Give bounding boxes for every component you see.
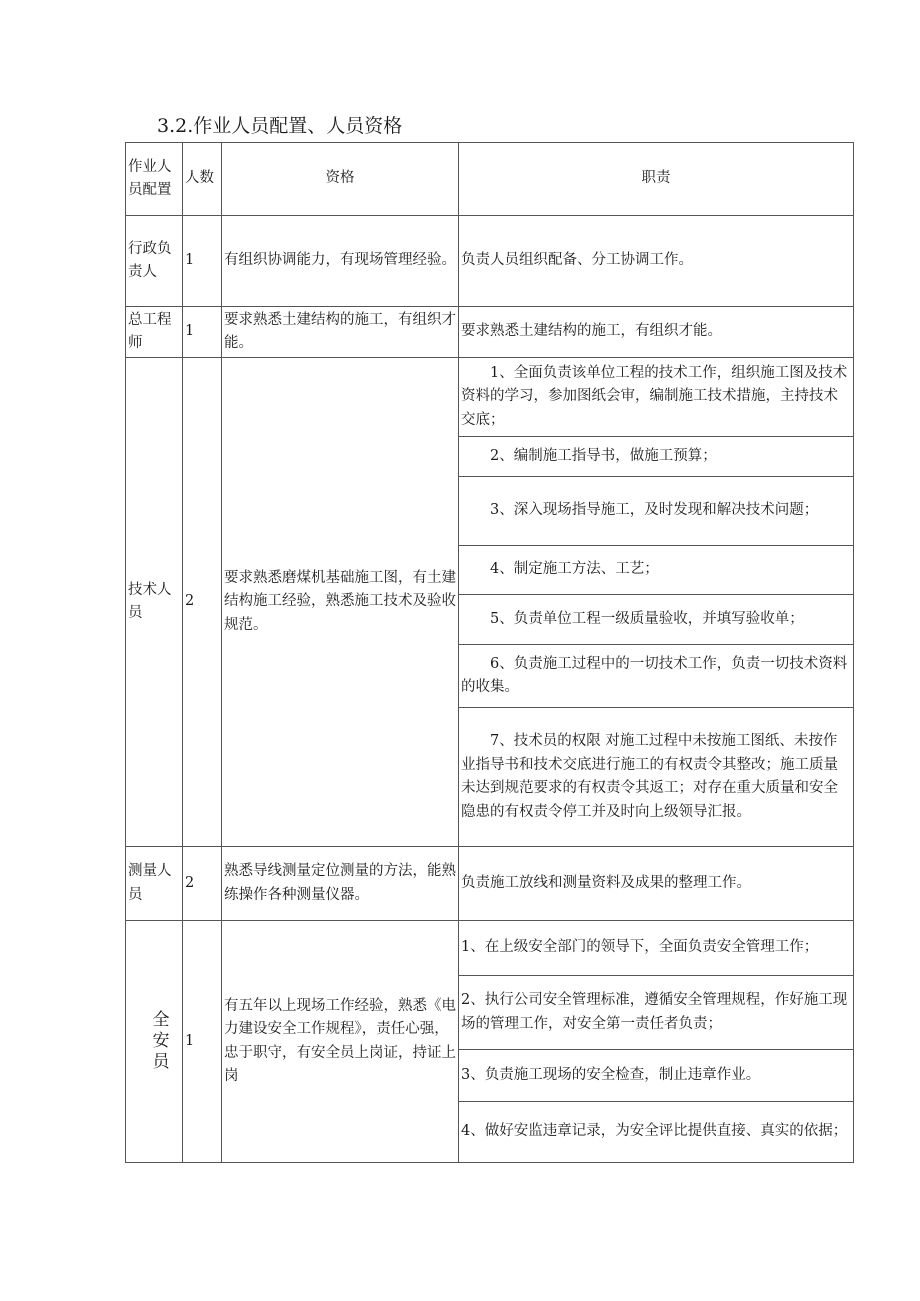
table-row [126, 358, 854, 437]
count-cell: 2 [183, 847, 222, 921]
role-cell: 技术人员 [126, 358, 183, 847]
header-role: 作业人员配置 [126, 143, 183, 216]
role-cell: 行政负责人 [126, 216, 183, 307]
count-cell: 1 [183, 921, 222, 1163]
duty-cell: 2、编制施工指导书，做施工预算； [459, 437, 854, 477]
duty-cell: 7、技术员的权限 对施工过程中未按施工图纸、未按作业指导书和技术交底进行施工的有权责令其整改；施工质量未达到规范要求的有权责令其返工；对存在重大质量和安全隐患的有权责令停工并及时向上级领导汇报。 [459, 708, 854, 847]
duty-cell: 3、深入现场指导施工，及时发现和解决技术问题； [459, 477, 854, 546]
duty-cell: 4、做好安监违章记录，为安全评比提供直接、真实的依据； [459, 1102, 854, 1163]
table-row [126, 216, 854, 307]
duty-cell: 负责施工放线和测量资料及成果的整理工作。 [459, 847, 854, 921]
duty-cell: 1、全面负责该单位工程的技术工作，组织施工图及技术资料的学习，参加图纸会审，编制施工技术措施，主持技术交底； [459, 358, 854, 437]
duty-cell: 1、在上级安全部门的领导下，全面负责安全管理工作； [459, 921, 854, 976]
qualification-cell: 有五年以上现场工作经验，熟悉《电力建设安全工作规程》，责任心强，忠于职守，有安全员上岗证，持证上岗 [222, 921, 459, 1163]
qualification-cell: 有组织协调能力，有现场管理经验。 [222, 216, 459, 307]
role-cell [126, 921, 183, 1163]
table-row [126, 847, 854, 921]
qualification-cell: 熟悉导线测量定位测量的方法，能熟练操作各种测量仪器。 [222, 847, 459, 921]
table-row [126, 307, 854, 358]
duty-cell: 6、负责施工过程中的一切技术工作，负责一切技术资料的收集。 [459, 645, 854, 708]
role-cell: 总工程师 [126, 307, 183, 358]
duty-cell: 5、负责单位工程一级质量验收，并填写验收单； [459, 595, 854, 645]
duty-cell: 4、制定施工方法、工艺； [459, 546, 854, 595]
count-cell: 2 [183, 358, 222, 847]
role-cell: 测量人员 [126, 847, 183, 921]
role-label: 全安员 [152, 1010, 170, 1072]
qualification-cell: 要求熟悉磨煤机基础施工图，有土建结构施工经验，熟悉施工技术及验收规范。 [222, 358, 459, 847]
header-qualification: 资格 [222, 143, 459, 216]
table-header-row [126, 143, 854, 216]
duty-cell: 要求熟悉土建结构的施工，有组织才能。 [459, 307, 854, 358]
duty-cell: 负责人员组织配备、分工协调工作。 [459, 216, 854, 307]
header-duties: 职责 [459, 143, 854, 216]
count-cell: 1 [183, 216, 222, 307]
section-heading: 3.2.作业人员配置、人员资格 [157, 115, 403, 137]
duty-cell: 2、执行公司安全管理标准，遵循安全管理规程，作好施工现场的管理工作，对安全第一责任者负责； [459, 976, 854, 1050]
duty-cell: 3、负责施工现场的安全检查，制止违章作业。 [459, 1050, 854, 1102]
staff-qualification-table [125, 142, 854, 1163]
header-count: 人数 [183, 143, 222, 216]
qualification-cell: 要求熟悉土建结构的施工，有组织才能。 [222, 307, 459, 358]
count-cell: 1 [183, 307, 222, 358]
table-row [126, 921, 854, 976]
